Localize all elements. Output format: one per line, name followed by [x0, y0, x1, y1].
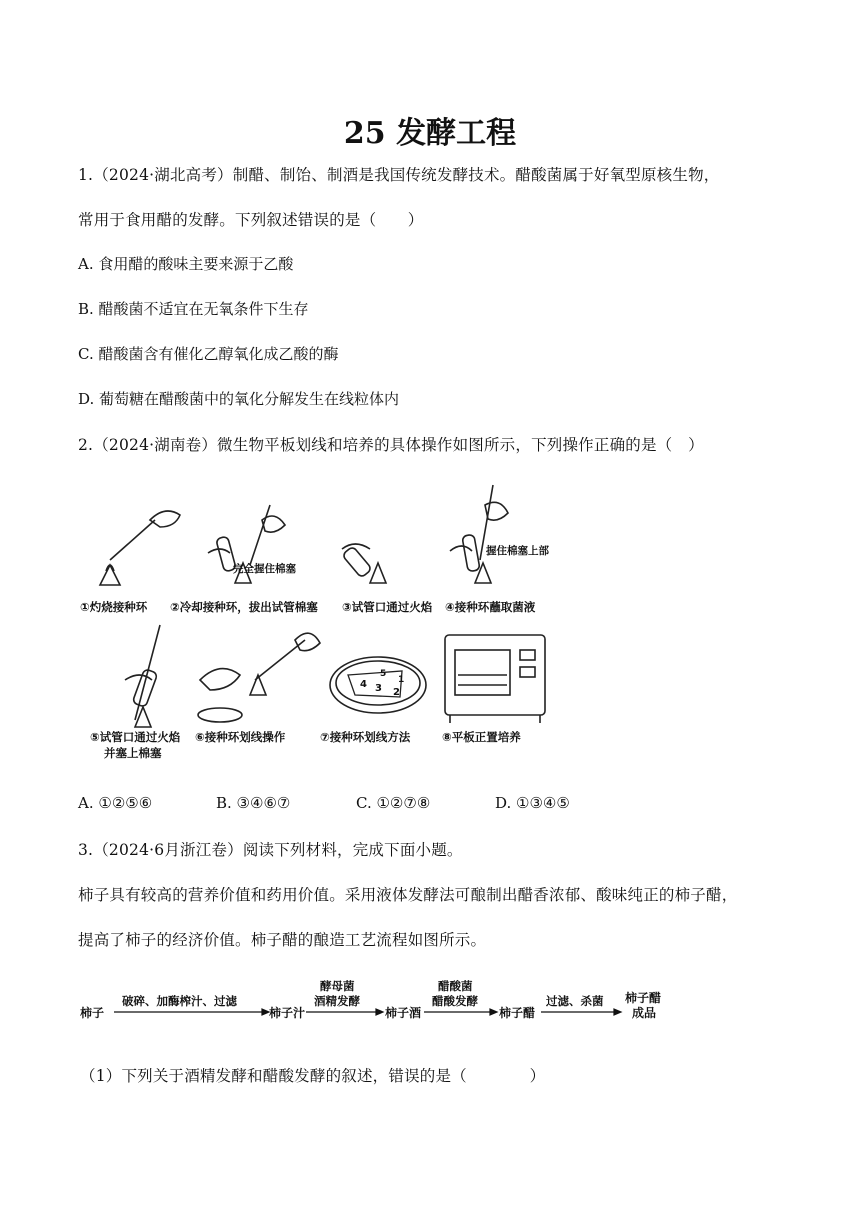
q2-option-a: A. ①②⑤⑥	[78, 794, 153, 812]
q1-option-b: B. 醋酸菌不适宜在无氧条件下生存	[78, 300, 309, 318]
caption-5: ⑤试管口通过火焰	[90, 730, 181, 744]
flow-node-vinegar: 柿子醋	[499, 1006, 536, 1020]
dish-number-4: 4	[360, 679, 367, 690]
flame-icon	[100, 565, 120, 585]
q1-option-a: A. 食用醋的酸味主要来源于乙酸	[78, 255, 294, 273]
flow-step-acetobacter: 醋酸菌	[438, 979, 473, 993]
caption-2: ②冷却接种环，拔出试管棉塞	[170, 600, 318, 614]
caption-7: ⑦接种环划线方法	[320, 730, 411, 744]
flow-node-final: 柿子醋	[625, 991, 662, 1005]
caption-8: ⑧平板正置培养	[442, 730, 521, 744]
q3-stem: 3.（2024·6月浙江卷）阅读下列材料，完成下面小题。	[78, 841, 463, 859]
caption-5b: 并塞上棉塞	[104, 746, 162, 760]
flow-node-product: 成品	[632, 1006, 657, 1020]
caption-6: ⑥接种环划线操作	[195, 730, 286, 744]
q2-option-d: D. ①③④⑤	[495, 794, 570, 812]
dish-number-3: 3	[375, 683, 382, 694]
flow-node-wine: 柿子酒	[385, 1006, 422, 1020]
q2-option-c: C. ①②⑦⑧	[356, 794, 431, 812]
persimmon-vinegar-flowchart	[80, 972, 680, 1032]
q3-para-line1: 柿子具有较高的营养价值和药用价值。采用液体发酵法可酿制出醋香浓郁、酸味纯正的柿子醋，	[78, 886, 738, 904]
caption-4: ④接种环蘸取菌液	[445, 600, 536, 614]
label-grip-top: 握住棉塞上部	[486, 545, 549, 557]
q2-option-b: B. ③④⑥⑦	[216, 794, 291, 812]
label-grip-full: 完全握住棉塞	[233, 563, 296, 575]
flow-step-filter: 过滤、杀菌	[546, 994, 604, 1008]
caption-3: ③试管口通过火焰	[342, 600, 433, 614]
dish-number-2: 2	[393, 687, 400, 698]
q3-para-line2: 提高了柿子的经济价值。柿子醋的酿造工艺流程如图所示。	[78, 931, 487, 949]
q1-option-c: C. 醋酸菌含有催化乙醇氧化成乙酸的酶	[78, 345, 339, 363]
q2-stem: 2.（2024·湖南卷）微生物平板划线和培养的具体操作如图所示，下列操作正确的是（ ）	[78, 436, 704, 454]
q1-stem-line2: 常用于食用醋的发酵。下列叙述错误的是（ ）	[78, 211, 424, 229]
streak-plate-figure	[80, 475, 560, 760]
q1-option-d: D. 葡萄糖在醋酸菌中的氧化分解发生在线粒体内	[78, 390, 400, 408]
q3-sub-question-1: （1）下列关于酒精发酵和醋酸发酵的叙述，错误的是（ ）	[80, 1067, 546, 1085]
dish-number-1: 1	[398, 675, 405, 685]
dish-number-5: 5	[380, 669, 387, 679]
page-title: 25 发酵工程	[343, 116, 517, 151]
flow-step-acetic: 醋酸发酵	[432, 994, 478, 1008]
flow-node-persimmon: 柿子	[80, 1006, 105, 1020]
q1-stem-line1: 1.（2024·湖北高考）制醋、制饴、制酒是我国传统发酵技术。醋酸菌属于好氧型原核生物，	[78, 166, 720, 184]
flow-step-crush: 破碎、加酶榨汁、过滤	[122, 994, 237, 1008]
flow-node-juice: 柿子汁	[269, 1006, 306, 1020]
flow-step-alcohol: 酒精发酵	[314, 994, 360, 1008]
flow-step-yeast: 酵母菌	[320, 979, 355, 993]
caption-1: ①灼烧接种环	[80, 600, 148, 614]
